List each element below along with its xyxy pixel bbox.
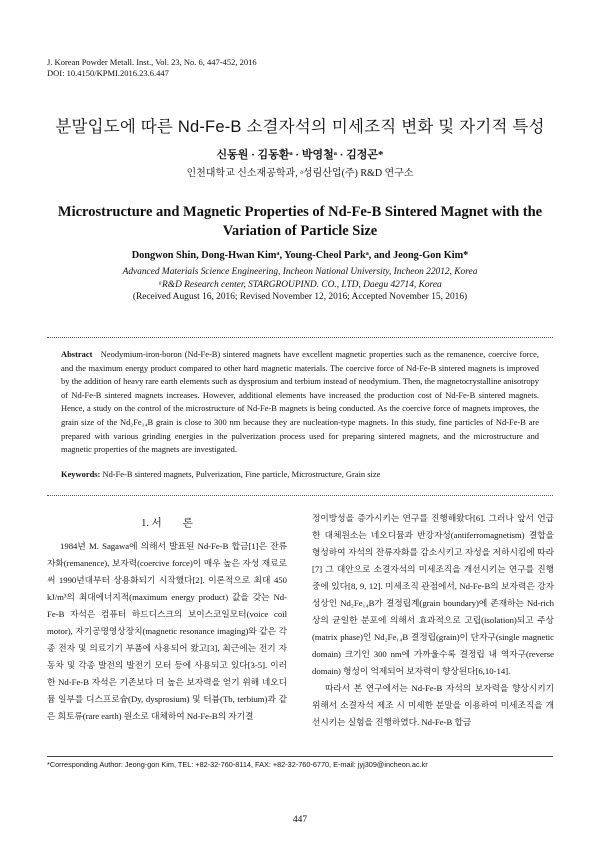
english-affiliation-1: Advanced Materials Science Engineering, Incheon National University, Incheon 22012, Korea: [122, 267, 478, 277]
divider: [47, 495, 553, 496]
section-heading: 1. 서 론: [141, 518, 193, 529]
divider: [47, 337, 553, 338]
body-paragraph: 정이방성을 증가시키는 연구를 진행해왔다[6]. 그러나 앞서 언급한 대체원소는 네오디뮴과 반강자성(antiferromagnetism) 결합을 형성하여 자석의 잔류자화를 감소시키고 자성을 저하시킴에 따라[7] 그 대안으로 소결자석의 미세조직을 개선시키는 연구를 진행 중에 있다[8, 9, 12]. 미세조직 관점에서, Nd-Fe-B의 보자력은 강자성상인 Nd₂Fe₁₄B가 결정립계(grain boundary)에 존재하는 Nd-rich상의 균일한 분포에 의해서 효과적으로 고립(isolation)되고 주상(matrix phase)인 Nd₂Fe₁₄B 결정립(grain)이 단자구(single magnetic domain) 크기인 300 nm에 가까울수록 결정립 내 역자구(reverse domain) 형성이 억제되어 보자력이 향상된다[6,10-14].: [312, 513, 554, 676]
abstract-text: Neodymium-iron-boron (Nd-Fe-B) sintered magnets have excellent magnetic properties such as the remanence, coercive force, and the maximum energy product compared to other hard magnetic materials. The coercive force of Nd-Fe-B sintered magnets is improved by the addition of heavy rare earth elements such as dysprosium and terbium instead of neodymium. Then, the magnetocrystalline anisotropy of Nd-Fe-B sintered magnets increases. However, additional elements have increased the production cost of Nd-Fe-B sintered magnets. Hence, a study on the control of the microstructure of Nd-Fe-B magnets is being conducted. As the coercive force of magnets improves, the grain size of the Nd₂Fe₁₄B grain is close to 300 nm because they are nucleation-type magnets. In this study, fine particles of Nd-Fe-B are prepared with various grinding energies in the pulverization process used for preparing sintered magnets, and the microstructure and magnetic properties of the magnets are investigated.: [61, 349, 539, 455]
body-paragraph: 따라서 본 연구에서는 Nd-Fe-B 자석의 보자력을 향상시키기 위해서 소결자석 제조 시 미세한 분말을 이용하여 미세조직을 개선시키는 실험을 진행하였다. Nd-Fe-B 합금: [312, 683, 554, 727]
english-affiliation-2: ᵃR&D Research center, STARGROUPIND. CO., LTD, Daegu 42714, Korea: [158, 280, 442, 290]
english-title: Microstructure and Magnetic Properties of Nd-Fe-B Sintered Magnet with the Variation of Particle Size: [57, 204, 543, 239]
body-column-left: [47, 538, 287, 725]
abstract-label: Abstract: [61, 349, 93, 359]
corresponding-author-footnote: *Corresponding Author: Jeong-gon Kim, TEL: +82-32-760-8114, FAX: +82-32-760-6770, E-mail: jyj309@incheon.ac.kr: [47, 760, 428, 769]
keywords: [61, 469, 539, 479]
journal-citation: J. Korean Powder Metall. Inst., Vol. 23, No. 6, 447-452, 2016: [47, 57, 257, 67]
footnote-divider: [47, 756, 553, 757]
korean-title: 분말입도에 따른 Nd-Fe-B 소결자석의 미세조직 변화 및 자기적 특성: [55, 118, 545, 136]
received-dates: (Received August 16, 2016; Revised November 12, 2016; Accepted November 15, 2016): [132, 292, 468, 302]
keywords-label: Keywords:: [61, 469, 101, 479]
body-column-right: [312, 510, 554, 731]
doi: DOI: 10.4150/KPMI.2016.23.6.447: [47, 68, 169, 78]
body-paragraph: 1984년 M. Sagawa에 의해서 발표된 Nd-Fe-B 합금[1]은 잔류자화(remanence), 보자력(coercive force)이 매우 높은 자성 재료로써 1990년대부터 상용화되기 시작했다[2]. 이론적으로 최대 450 kJ/m³의 최대에너지적(maximum energy product) 값을 갖는 Nd-Fe-B 자석은 컴퓨터 하드디스크의 보이스코일모터(voice coil motor), 자기공명영상장치(magnetic resonance imaging)와 같은 각종 전자 및 의료기기 부품에 사용되어 왔고[3], 최근에는 전기 자동차 및 각종 발전의 발전기 모터 등에 사용되고 있다[3-5]. 이러한 Nd-Fe-B 자석은 기존보다 더 높은 보자력을 얻기 위해 네오디뮴 일부를 디스프로슘(Dy, dysprosium) 및 터븀(Tb, terbium)과 같은 희토류(rare earth) 원소로 대체하여 Nd-Fe-B의 자기결: [47, 541, 287, 721]
korean-affiliation: 인천대학교 신소재공학과, ᵃ성림산업(주) R&D 연구소: [186, 168, 414, 179]
english-authors: Dongwon Shin, Dong-Hwan Kimᵃ, Young-Cheol Parkᵃ, and Jeong-Gon Kim*: [131, 250, 469, 261]
korean-authors: 신동원 · 김동환ᵃ · 박영철ᵃ · 김정곤*: [216, 149, 384, 161]
abstract: [61, 348, 539, 457]
keywords-text: Nd-Fe-B sintered magnets, Pulverization, Fine particle, Microstructure, Grain size: [102, 469, 381, 479]
page-number: 447: [292, 815, 308, 825]
